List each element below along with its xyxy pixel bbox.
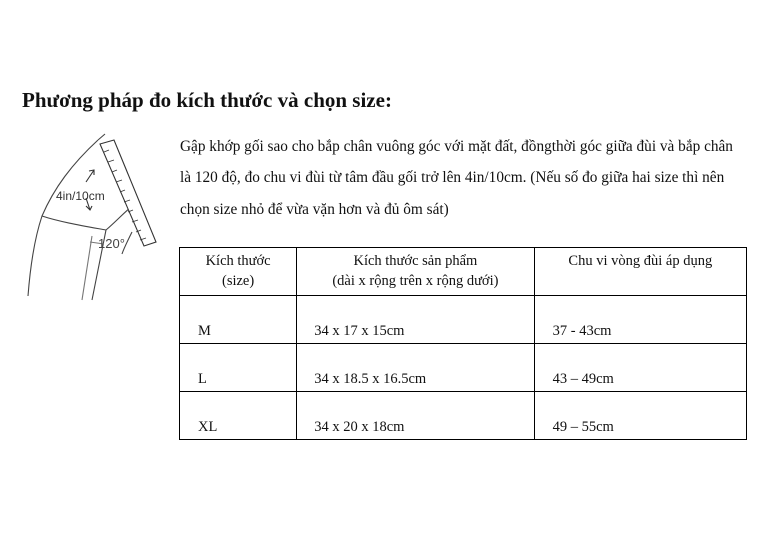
header-size-line2: (size) <box>222 273 255 289</box>
angle-label: 120° <box>98 236 125 251</box>
instructions-text: Gập khớp gối sao cho bắp chân vuông góc với mặt đất, đồngthời góc giữa đùi và bắp chân là 120 độ, đo chu vi đùi từ tâm đầu gối trở lên 4in/10cm. (Nếu số đo giữa hai size thì nên chọn size nhỏ để vừa vặn hơn và đủ ôm sát) <box>180 138 733 218</box>
cell-size: L <box>180 344 297 392</box>
cell-dimensions: 34 x 18.5 x 16.5cm <box>297 344 534 392</box>
cell-dimensions: 34 x 20 x 18cm <box>297 392 534 440</box>
header-dimensions-line1: Kích thước sản phẩm <box>353 253 478 269</box>
cell-thigh: 37 - 43cm <box>534 296 746 344</box>
header-dimensions <box>297 248 534 296</box>
table-header-row <box>180 248 747 296</box>
cell-size: M <box>180 296 297 344</box>
table-row <box>180 344 747 392</box>
header-thigh <box>534 248 746 296</box>
header-thigh-line1: Chu vi vòng đùi áp dụng <box>568 253 713 269</box>
table-row <box>180 296 747 344</box>
cell-thigh: 49 – 55cm <box>534 392 746 440</box>
knee-measurement-illustration <box>20 130 160 302</box>
knee-diagram <box>20 130 160 302</box>
cell-thigh: 43 – 49cm <box>534 344 746 392</box>
size-table <box>179 247 747 440</box>
cell-size: XL <box>180 392 297 440</box>
measure-label: 4in/10cm <box>56 189 105 203</box>
cell-dimensions: 34 x 17 x 15cm <box>297 296 534 344</box>
header-dimensions-line2: (dài x rộng trên x rộng dưới) <box>332 273 499 289</box>
table-row <box>180 392 747 440</box>
tape-measure <box>100 140 156 246</box>
header-size <box>180 248 297 296</box>
page-title: Phương pháp đo kích thước và chọn size: <box>22 88 392 112</box>
header-size-line1: Kích thước <box>205 253 271 269</box>
